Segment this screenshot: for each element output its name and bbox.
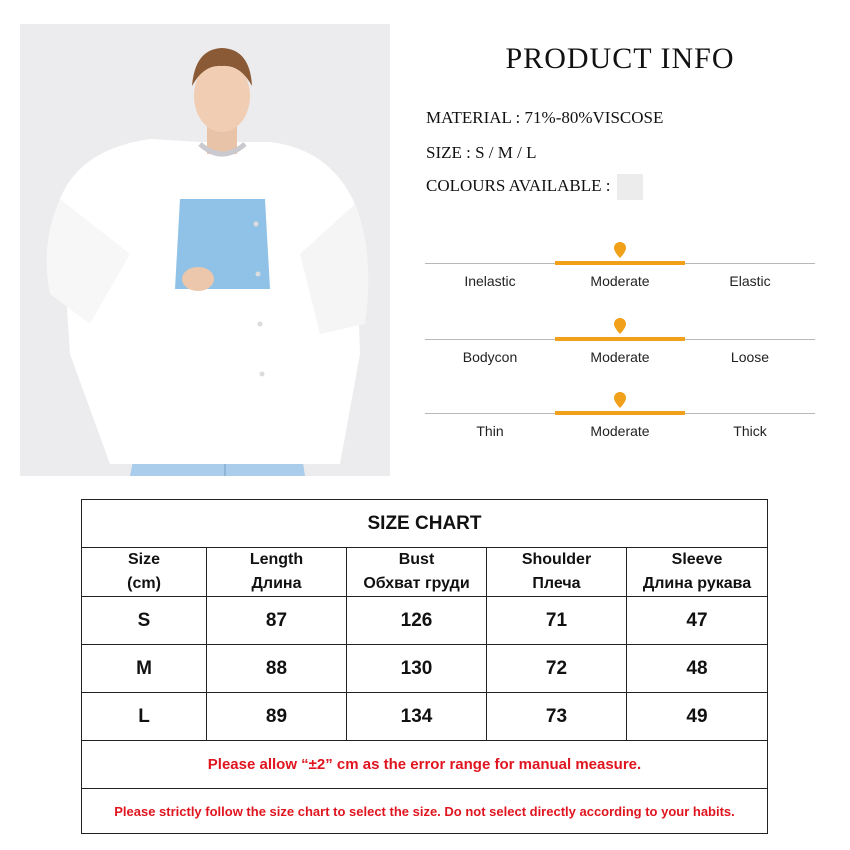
scale-left-label: Thin <box>476 423 504 439</box>
scale-right-label: Thick <box>733 423 767 439</box>
product-info-title: PRODUCT INFO <box>505 42 735 75</box>
cell-size: S <box>82 597 207 645</box>
header-size: Size (cm) <box>82 548 207 597</box>
cell-bust: 126 <box>347 597 487 645</box>
cell-length: 87 <box>207 597 347 645</box>
scale-highlight <box>555 337 685 341</box>
scale-middle-label: Moderate <box>590 423 650 439</box>
header-shoulder: Shoulder Плеча <box>487 548 627 597</box>
cell-length: 89 <box>207 693 347 741</box>
size-text: SIZE : S / M / L <box>426 143 537 162</box>
scale-middle-label: Moderate <box>590 349 650 365</box>
cell-sleeve: 48 <box>627 645 768 693</box>
table-header-row <box>82 548 768 597</box>
elasticity-scale <box>425 238 815 298</box>
model-photo <box>20 24 390 476</box>
scale-highlight <box>555 261 685 265</box>
cell-shoulder: 71 <box>487 597 627 645</box>
size-chart-table <box>81 499 768 834</box>
fit-scale <box>425 314 815 374</box>
cell-shoulder: 73 <box>487 693 627 741</box>
material-text: MATERIAL : 71%-80%VISCOSE <box>426 108 664 127</box>
scale-left-label: Inelastic <box>464 273 516 289</box>
cell-length: 88 <box>207 645 347 693</box>
cell-sleeve: 47 <box>627 597 768 645</box>
size-advice-note: Please strictly follow the size chart to select the size. Do not select directly according to your habits. <box>82 789 768 834</box>
header-bust: Bust Обхват груди <box>347 548 487 597</box>
location-pin-icon <box>614 392 626 408</box>
error-range-note: Please allow “±2” cm as the error range for manual measure. <box>82 741 768 789</box>
scale-left-label: Bodycon <box>462 349 518 365</box>
size-chart-title: SIZE CHART <box>82 500 768 548</box>
header-sleeve: Sleeve Длина рукава <box>627 548 768 597</box>
cell-size: L <box>82 693 207 741</box>
table-row <box>82 597 768 645</box>
header-length: Length Длина <box>207 548 347 597</box>
cell-sleeve: 49 <box>627 693 768 741</box>
thickness-scale <box>425 388 815 448</box>
cell-bust: 134 <box>347 693 487 741</box>
color-swatch[interactable] <box>617 174 643 200</box>
location-pin-icon <box>614 242 626 258</box>
colours-label: COLOURS AVAILABLE : <box>426 175 611 195</box>
scale-middle-label: Moderate <box>590 273 650 289</box>
table-row <box>82 645 768 693</box>
table-row <box>82 693 768 741</box>
location-pin-icon <box>614 318 626 334</box>
scale-right-label: Elastic <box>729 273 771 289</box>
colours-line <box>426 174 643 200</box>
cell-bust: 130 <box>347 645 487 693</box>
model-photo-icon <box>20 24 390 476</box>
scale-highlight <box>555 411 685 415</box>
scale-right-label: Loose <box>730 349 770 365</box>
cell-shoulder: 72 <box>487 645 627 693</box>
cell-size: M <box>82 645 207 693</box>
